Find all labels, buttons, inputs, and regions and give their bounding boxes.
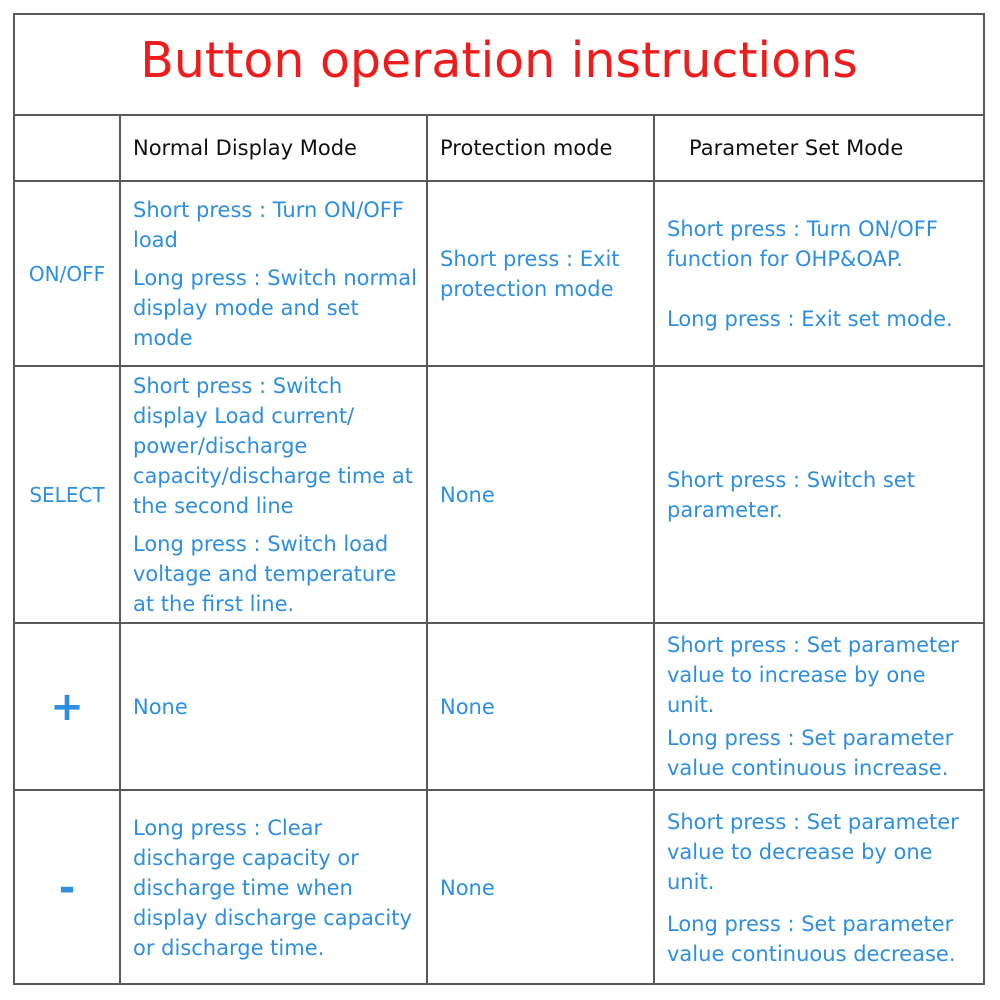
button-plus-label: +	[15, 623, 120, 790]
onoff-parameter-short-press: Short press : Turn ON/OFF function for OHP&OAP.	[667, 216, 938, 271]
minus-protection-cell	[427, 790, 654, 984]
select-parameter-short-press: Short press : Switch set parameter.	[667, 467, 915, 522]
title-row	[15, 15, 983, 116]
instructions-table-frame	[13, 13, 985, 985]
plus-parameter-short-press: Short press : Set parameter value to increase by one unit.	[667, 633, 959, 717]
header-protection-mode: Protection mode	[427, 116, 654, 181]
minus-parameter-short-press: Short press : Set parameter value to decrease by one unit.	[667, 809, 959, 894]
onoff-normal-cell	[120, 181, 427, 366]
header-corner-cell	[15, 116, 120, 181]
select-parameter-cell	[654, 366, 983, 623]
plus-parameter-long-press: Long press : Set parameter value continuous increase.	[667, 726, 954, 780]
header-normal-display-mode: Normal Display Mode	[120, 116, 427, 181]
minus-parameter-long-press: Long press : Set parameter value continuous decrease.	[667, 911, 956, 966]
button-minus-label: -	[15, 790, 120, 984]
minus-normal-long-press: Long press : Clear discharge capacity or discharge time when display discharge capacity or discharge time.	[133, 815, 412, 960]
row-plus	[15, 623, 983, 790]
button-onoff-label: ON/OFF	[15, 181, 120, 366]
onoff-protection-short-press: Short press : Exit protection mode	[440, 246, 620, 301]
row-onoff	[15, 181, 983, 366]
row-minus	[15, 790, 983, 984]
row-select	[15, 366, 983, 623]
onoff-normal-long-press: Long press : Switch normal display mode and set mode	[133, 265, 417, 350]
minus-parameter-cell	[654, 790, 983, 984]
plus-normal-cell	[120, 623, 427, 790]
select-normal-long-press: Long press : Switch load voltage and temperature at the first line.	[133, 531, 397, 616]
button-select-label: SELECT	[15, 366, 120, 623]
page-title: Button operation instructions	[140, 32, 858, 89]
header-row	[15, 116, 983, 181]
plus-normal-none: None	[133, 694, 188, 719]
plus-parameter-cell	[654, 623, 983, 790]
onoff-parameter-cell	[654, 181, 983, 366]
plus-protection-cell	[427, 623, 654, 790]
onoff-parameter-long-press: Long press : Exit set mode.	[667, 306, 953, 331]
select-protection-cell	[427, 366, 654, 623]
minus-protection-none: None	[440, 875, 495, 900]
onoff-normal-short-press: Short press : Turn ON/OFF load	[133, 197, 404, 252]
plus-protection-none: None	[440, 694, 495, 719]
minus-normal-cell	[120, 790, 427, 984]
instructions-table	[15, 116, 983, 984]
select-normal-cell	[120, 366, 427, 623]
select-protection-none: None	[440, 482, 495, 507]
select-normal-short-press: Short press : Switch display Load current/ power/discharge capacity/discharge time at the second line	[133, 373, 413, 518]
onoff-protection-cell	[427, 181, 654, 366]
header-parameter-set-mode: Parameter Set Mode	[654, 116, 983, 181]
